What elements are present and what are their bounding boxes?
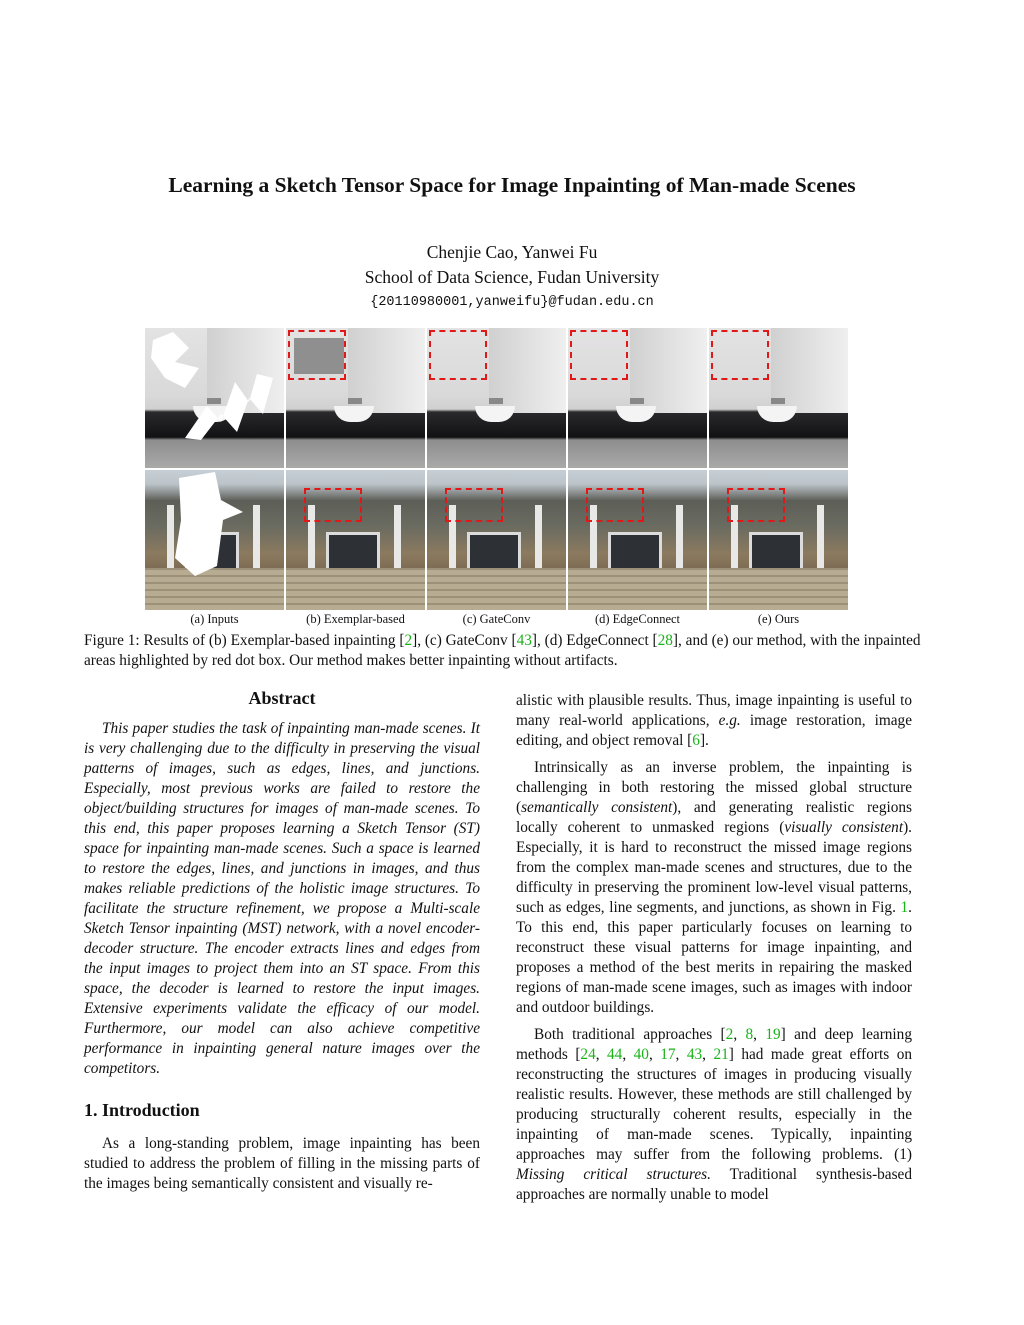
indoor-ours	[709, 328, 848, 468]
abstract-text: This paper studies the task of inpainting man-made scenes. It is very challenging due to the difficulty in preserving the visual patterns of images, such as edges, lines, and junctions. Especially, most previous works are failed to restore the object/building structures for images of man-made scenes. To this end, this paper proposes learning a Sketch Tensor (ST) space for inpainting man-made scenes. Such a space is learned to restore the edges, lines, and junctions in images, and thus makes reliable predictions of the holistic image structures. To facilitate the structure refinement, we propose a Multi-scale Sketch Tensor inpainting (MST) network, with a novel encoder-decoder structure. The encoder extracts lines and edges from the input images to project them into an ST space. From this space, the decoder is learned to restore the input images. Extensive experiments validate the efficacy of our model. Furthermore, our model can also achieve competitive performance in inpainting general nature images over the competitors.	[84, 720, 480, 1077]
outdoor-ours	[709, 470, 848, 610]
citation-link[interactable]: 43	[686, 1046, 703, 1063]
citation-link[interactable]: 8	[745, 1026, 754, 1043]
intro-heading: 1. Introduction	[84, 1100, 200, 1120]
outdoor-gateconv	[427, 470, 566, 610]
citation-link[interactable]: 24	[580, 1046, 596, 1063]
label-edgeconnect: (d) EdgeConnect	[594, 612, 681, 626]
label-exemplar: (b) Exemplar-based	[306, 612, 405, 626]
affiliation: School of Data Science, Fudan University	[364, 267, 660, 287]
citation-link[interactable]: 1	[900, 899, 909, 916]
citation-link[interactable]: 21	[713, 1046, 729, 1063]
label-inputs: (a) Inputs	[190, 612, 239, 626]
outdoor-input	[145, 470, 284, 610]
author-block	[0, 240, 1024, 315]
label-ours: (e) Ours	[757, 612, 800, 626]
intro-paragraph-3: Both traditional approaches [2, 8, 19] and deep learning methods [24, 44, 40, 17, 43, 21] had made great efforts on reconstructing the structures of images in producing visually realistic results. However, these methods are still challenged by producing structurally coherent results, especially in the inpainting of man-made scenes. Typically, inpainting approaches may suffer from the following problems. (1) Missing critical structures. Traditional synthesis-based approaches are normally unable to model	[516, 1026, 912, 1203]
citation-link[interactable]: 40	[633, 1046, 649, 1063]
citation-link[interactable]: 43	[516, 632, 532, 649]
right-column	[516, 691, 912, 1212]
citation-link[interactable]: 28	[657, 632, 673, 649]
intro-paragraph-1-cont: alistic with plausible results. Thus, image inpainting is useful to many real-world applications, e.g. image restoration, image editing, and object removal [6].	[516, 692, 912, 749]
paper-title: Learning a Sketch Tensor Space for Image Inpainting of Man-made Scenes	[168, 173, 856, 197]
indoor-exemplar	[286, 328, 425, 468]
authors: Chenjie Cao, Yanwei Fu	[426, 242, 598, 262]
label-gateconv: (c) GateConv	[462, 612, 531, 626]
citation-link[interactable]: 2	[404, 632, 413, 649]
indoor-gateconv	[427, 328, 566, 468]
email: {20110980001,yanweifu}@fudan.edu.cn	[370, 295, 654, 310]
citation-link[interactable]: 17	[660, 1046, 676, 1063]
intro-paragraph-2: Intrinsically as an inverse problem, the inpainting is challenging in both restoring the missed global structure (semantically consistent), and generating realistic regions locally coherent to unmasked regions (visually consistent). Especially, it is hard to reconstruct the missed image regions from the complex man-made scenes and structures, due to the difficulty in preserving the prominent low-level visual patterns, such as edges, line segments, and junctions, as shown in Fig. 1. To this end, this paper particularly focuses on learning to reconstruct these visual patterns for image inpainting, and proposes a method of the best merits in repairing the masked regions of man-made scene images, such as images with indoor and outdoor buildings.	[516, 759, 912, 1016]
indoor-edgeconnect	[568, 328, 707, 468]
outdoor-exemplar	[286, 470, 425, 610]
figure-1	[145, 328, 848, 610]
citation-link[interactable]: 44	[607, 1046, 623, 1063]
figure-caption: Figure 1: Results of (b) Exemplar-based inpainting [2], (c) GateConv [43], (d) EdgeConnect [28], and (e) our method, with the inpainted areas highlighted by red dot box. Our method makes better inpainting without artifacts.	[84, 632, 921, 669]
abstract-heading: Abstract	[248, 688, 316, 708]
intro-paragraph-1: As a long-standing problem, image inpainting has been studied to address the problem of filling in the missing parts of the images being semantically consistent and visually re-	[84, 1135, 480, 1192]
outdoor-edgeconnect	[568, 470, 707, 610]
citation-link[interactable]: 19	[765, 1026, 781, 1043]
citation-link[interactable]: 2	[725, 1026, 734, 1043]
indoor-input	[145, 328, 284, 468]
citation-link[interactable]: 6	[692, 732, 700, 749]
